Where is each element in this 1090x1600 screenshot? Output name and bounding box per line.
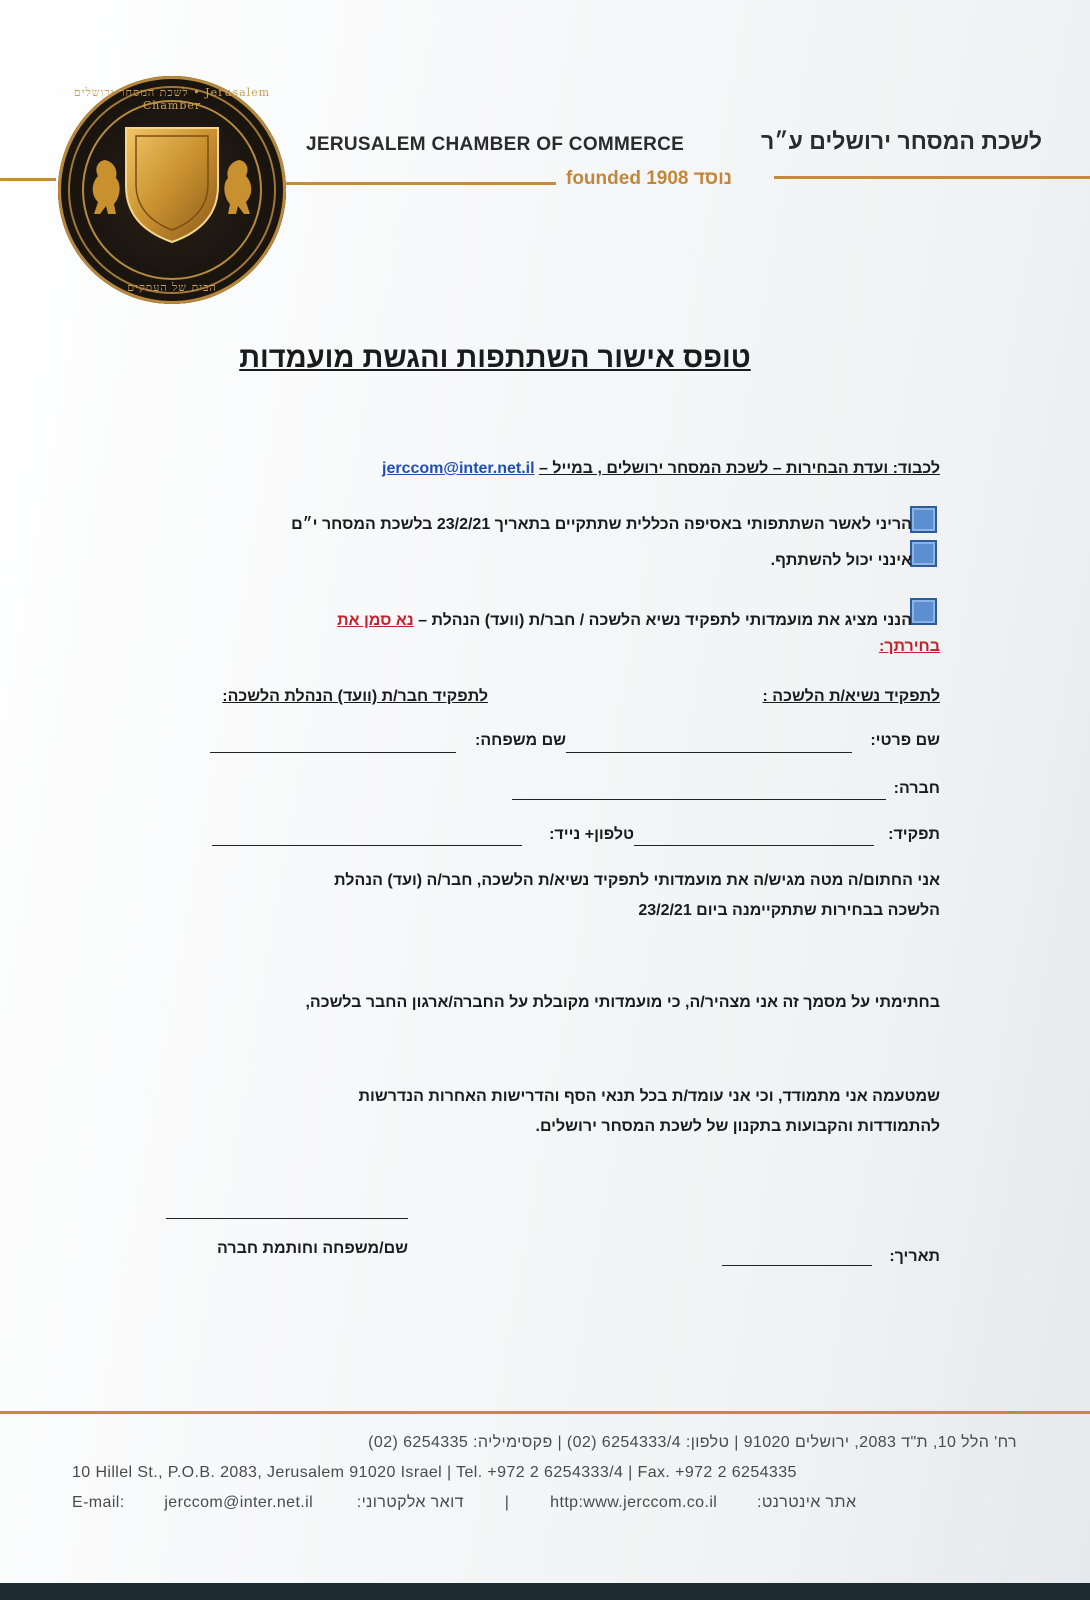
signature-label: שם/משפחה וחותמת חברה (217, 1240, 408, 1257)
screen-bezel (0, 1583, 1090, 1600)
role-board-heading: לתפקיד חבר/ת (וועד) הנהלת הלשכה: (222, 688, 488, 705)
shield-icon (122, 122, 222, 246)
declaration-1-line-2: הלשכה בבחירות שתתקיימנה ביום 23/2/21 (638, 902, 940, 919)
last-name-label: שם משפחה: (475, 732, 566, 749)
candidacy-label (112, 612, 912, 630)
recipient-text: לכבוד: ועדת הבחירות – לשכת המסחר ירושלים , במייל – (539, 460, 940, 477)
phone-label: טלפון+ נייד: (549, 826, 634, 843)
mark-choice-continued (140, 638, 940, 656)
lion-icon-right (222, 158, 256, 216)
cannot-attend-label: אינני יכול להשתתף. (770, 552, 912, 569)
header-rule-middle (284, 182, 556, 185)
header-rule-left (0, 178, 56, 181)
attend-checkbox[interactable] (910, 506, 937, 533)
role-president-heading: לתפקיד נשיא/ת הלשכה : (762, 688, 940, 705)
date-field[interactable] (722, 1265, 872, 1266)
attend-option-label: הריני לאשר השתתפותי באסיפה הכללית שתתקיים בתאריך 23/2/21 בלשכת המסחר י״ם (291, 516, 912, 533)
page-title: טופס אישור השתתפות והגשת מועמדות (239, 342, 751, 374)
mark-choice-text: נא סמן את (337, 612, 414, 629)
phone-field[interactable] (212, 845, 522, 846)
first-name-label: שם פרטי: (870, 732, 940, 749)
company-field[interactable] (512, 799, 886, 800)
declaration-3-line-2: להתמודדות והקבועות בתקנון של לשכת המסחר ירושלים. (535, 1118, 940, 1135)
header-rule-right (774, 176, 1090, 179)
position-label: תפקיד: (888, 826, 940, 843)
footer-address-hebrew: רח' הלל 10, ת"ד 2083, ירושלים 91020 | טלפון: 6254333/4 (02) | פקסימיליה: 6254335 (02) (368, 1434, 1017, 1451)
footer-website-link[interactable]: http:www.jerccom.co.il (550, 1494, 718, 1511)
founded-year: founded 1908 נוסד (566, 168, 733, 189)
company-label: חברה: (893, 780, 940, 797)
cannot-attend-checkbox[interactable] (910, 540, 937, 567)
footer-email-label-hebrew: דואר אלקטרוני: (356, 1494, 464, 1511)
candidacy-checkbox[interactable] (910, 598, 937, 625)
footer-email-label: E-mail: (72, 1494, 125, 1511)
declaration-1-line-1: אני החתום/ה מטה מגיש/ה את מועמדותי לתפקיד נשיא/ת הלשכה, חבר/ה (ועד) הנהלת (334, 872, 940, 889)
org-name-english: JERUSALEM CHAMBER OF COMMERCE (306, 134, 685, 155)
seal-text-top: לשכת המסחר ירושלים • Jerusalem Chamber (73, 86, 271, 112)
footer-email-link[interactable]: jerccom@inter.net.il (164, 1494, 314, 1511)
lion-icon-left (88, 158, 122, 216)
footer-rule (0, 1411, 1090, 1414)
footer-contact-line: E-mail: jerccom@inter.net.il דואר אלקטרוני: | http:www.jerccom.co.il אתר אינטרנט: (72, 1494, 857, 1511)
first-name-field[interactable] (566, 752, 852, 753)
chamber-seal-logo (58, 76, 286, 304)
recipient-line (140, 460, 940, 478)
candidacy-text: הנני מציג את מועמדותי לתפקיד נשיא הלשכה / חבר/ת (וועד) הנהלת – (418, 612, 912, 629)
position-field[interactable] (634, 845, 874, 846)
date-label: תאריך: (889, 1248, 940, 1265)
footer-website-label-hebrew: אתר אינטרנט: (756, 1494, 857, 1511)
org-name-hebrew: לשכת המסחר ירושלים ע״ר (761, 128, 1042, 154)
declaration-3-line-1: שמטעמה אני מתמודד, וכי אני עומד/ת בכל תנאי הסף והדרישות האחרות הנדרשות (358, 1088, 940, 1105)
last-name-field[interactable] (210, 752, 456, 753)
seal-text-bottom: הבית של העסקים (127, 281, 217, 294)
declaration-paragraph-2: בחתימתי על מסמך זה אני מצהיר/ה, כי מועמדותי מקובלת על החברה/ארגון החבר בלשכה, (305, 994, 940, 1011)
declaration-paragraph-1 (150, 866, 940, 926)
declaration-paragraph-3 (150, 1082, 940, 1142)
signature-field[interactable] (166, 1218, 408, 1219)
footer-address-english: 10 Hillel St., P.O.B. 2083, Jerusalem 91020 Israel | Tel. +972 2 6254333/4 | Fax. +972 2 6254335 (72, 1464, 797, 1481)
mark-choice-text-2: בחירתך: (878, 638, 940, 655)
recipient-email-link[interactable]: jerccom@inter.net.il (382, 460, 535, 477)
